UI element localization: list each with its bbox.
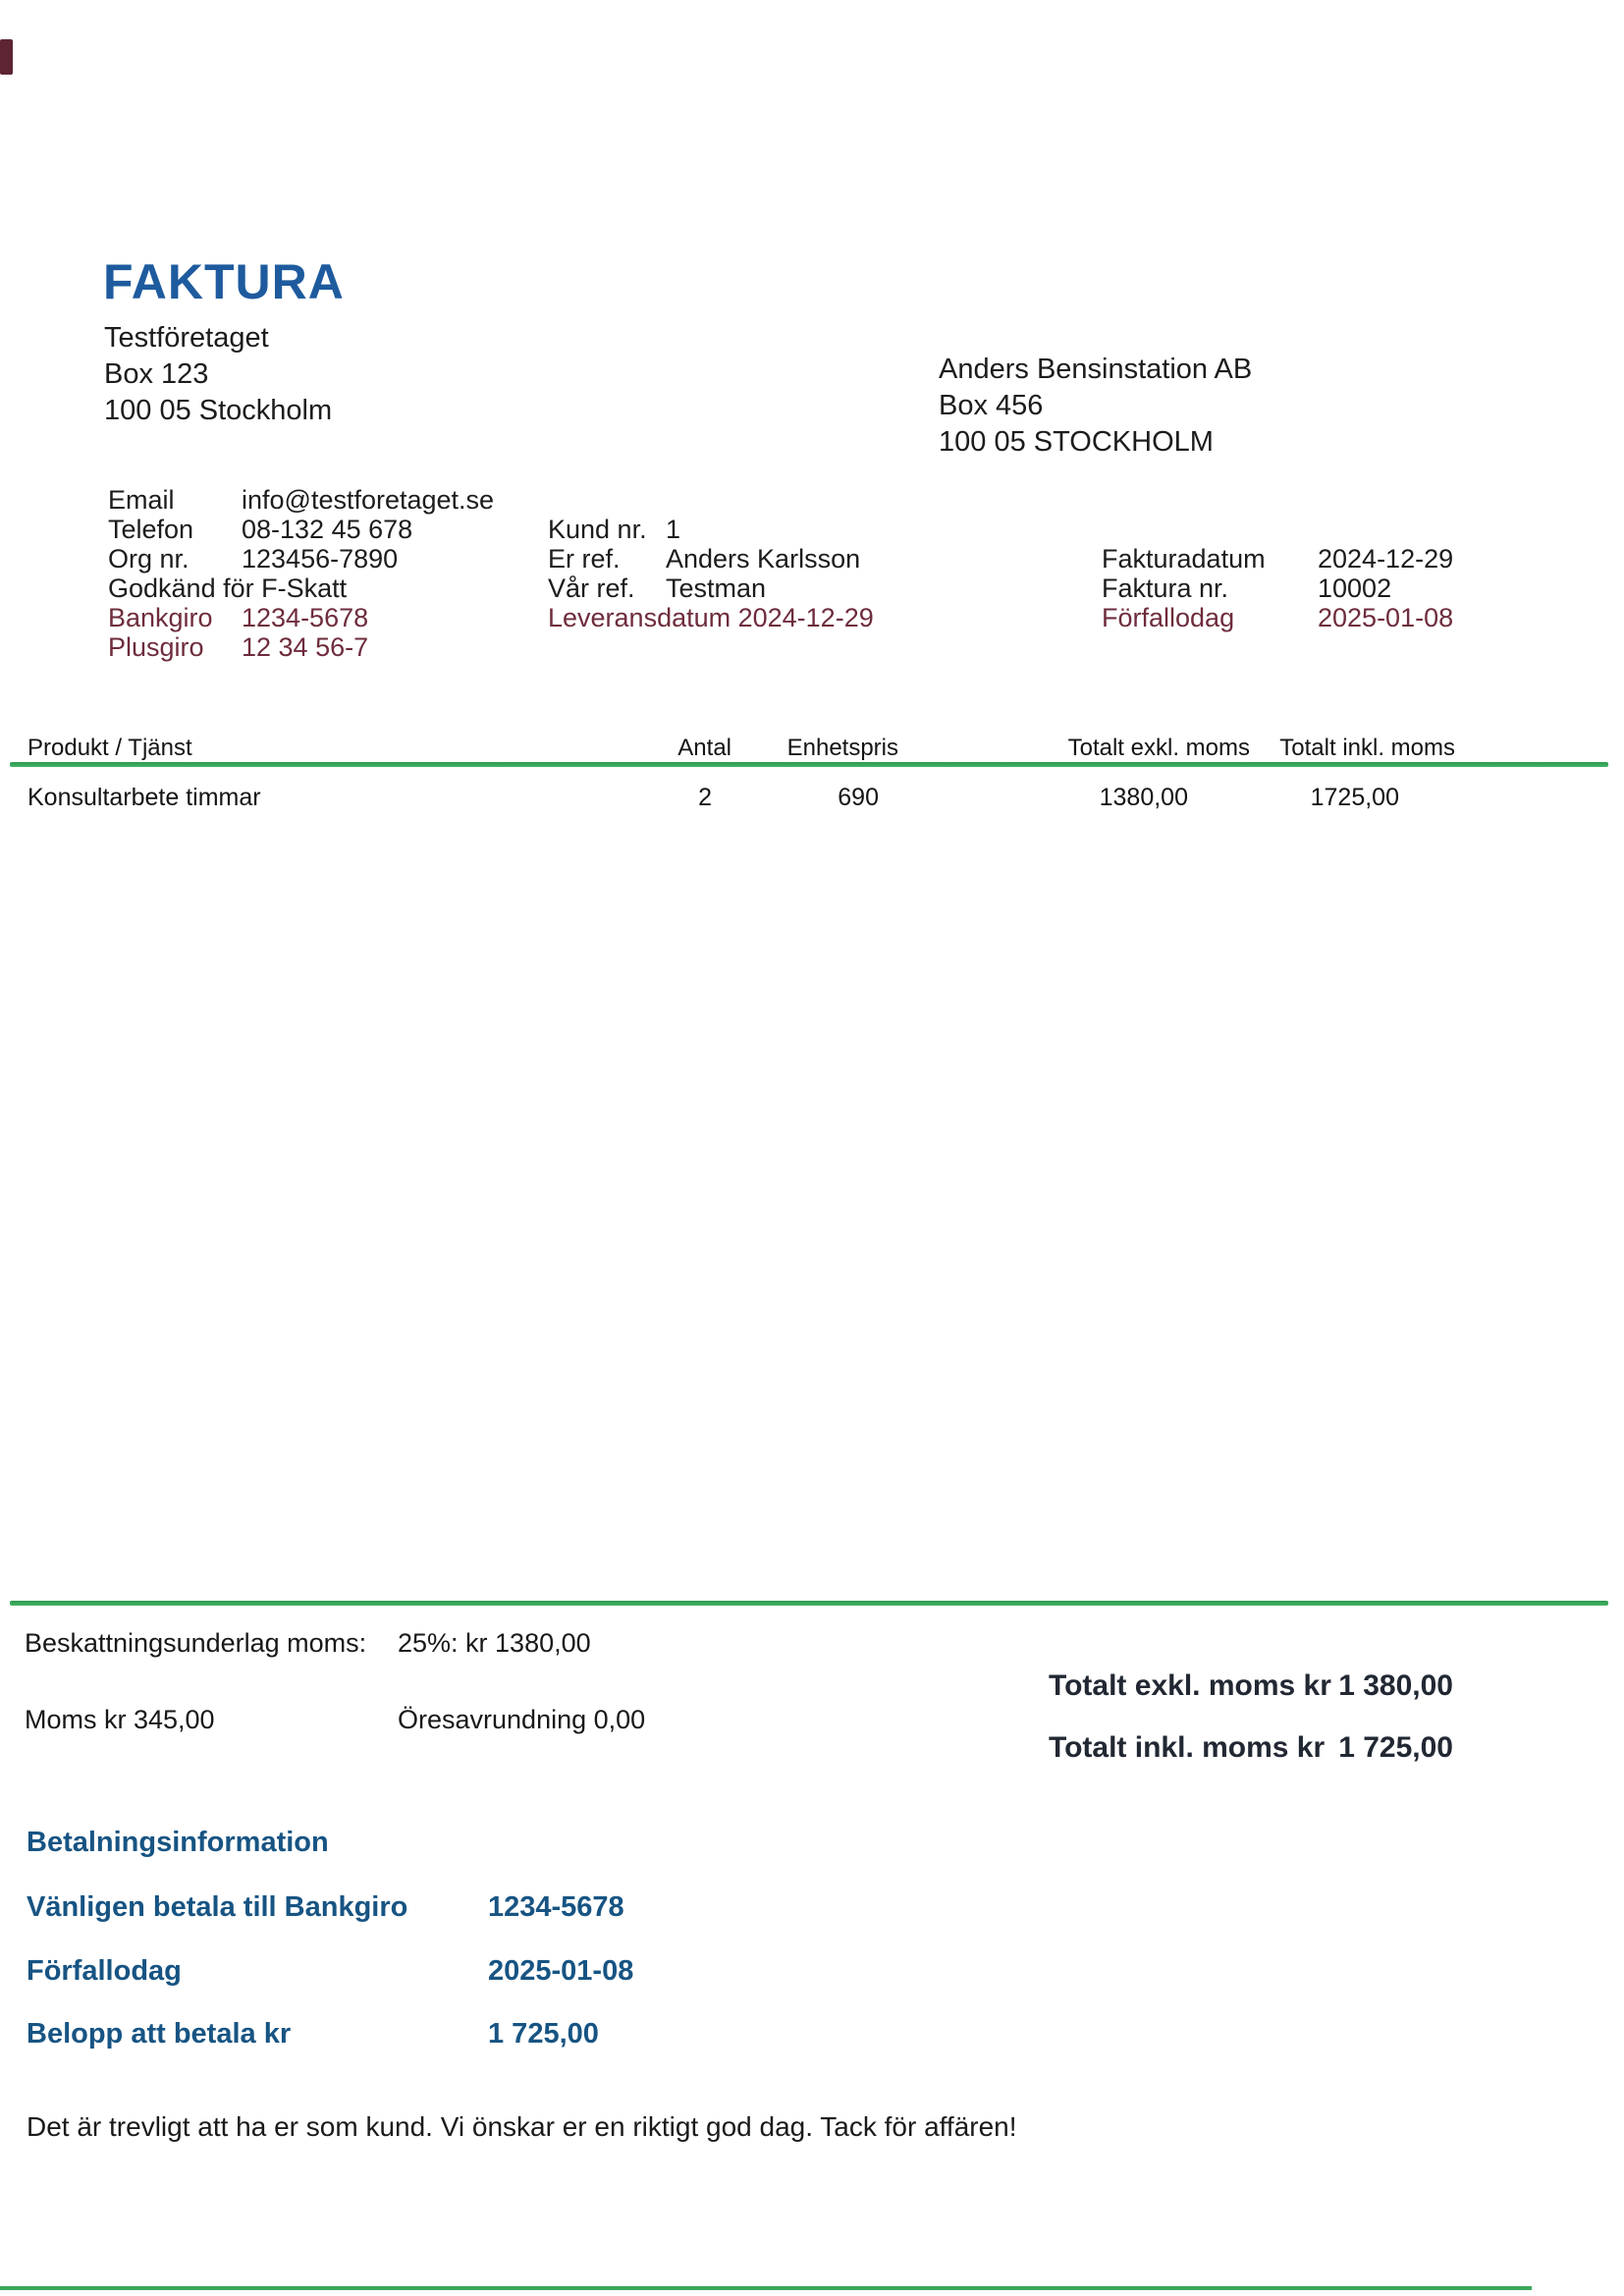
document-title: FAKTURA: [103, 254, 345, 309]
forfallodag-row: [1102, 603, 1453, 632]
pay-to-bankgiro-value: 1234-5678: [488, 1891, 624, 1923]
plusgiro-row: [108, 632, 494, 662]
amount-to-pay-value: 1 725,00: [488, 2018, 599, 2050]
scan-corner-mark: [0, 39, 13, 75]
col-header-product: Produkt / Tjänst: [27, 735, 192, 761]
orgnr-value: 123456-7890: [242, 544, 399, 574]
phone-label: Telefon: [108, 515, 194, 544]
fakturadatum-value: 2024-12-29: [1318, 544, 1454, 574]
total-incl-vat-label: Totalt inkl. moms kr: [1049, 1731, 1326, 1764]
plusgiro-label: Plusgiro: [108, 632, 204, 662]
phone-row: [108, 515, 494, 544]
kundnr-row: [548, 515, 874, 544]
row-total-incl-vat: 1725,00: [1310, 784, 1399, 811]
sender-name: Testföretaget: [104, 322, 269, 354]
tax-base-label: Beskattningsunderlag moms:: [25, 1628, 367, 1658]
bankgiro-label: Bankgiro: [108, 603, 213, 632]
customer-refs-block: [548, 515, 874, 632]
email-label: Email: [108, 485, 175, 515]
fakturanr-value: 10002: [1318, 574, 1392, 603]
forfallodag-value: 2025-01-08: [1318, 603, 1454, 632]
row-total-excl-vat: 1380,00: [1099, 784, 1188, 811]
thank-you-note: Det är trevligt att ha er som kund. Vi önskar er en riktigt god dag. Tack för affären!: [27, 2111, 1017, 2142]
bankgiro-value: 1234-5678: [242, 603, 369, 632]
amount-to-pay-label: Belopp att betala kr: [27, 2018, 292, 2050]
summary-divider: [10, 1601, 1608, 1606]
due-date-value: 2025-01-08: [488, 1955, 634, 1987]
vat-amount-text: Moms kr 345,00: [25, 1705, 215, 1734]
erref-row: [548, 544, 874, 574]
kundnr-value: 1: [666, 515, 681, 544]
total-incl-vat-value: 1 725,00: [1338, 1731, 1453, 1764]
sender-address-line2: 100 05 Stockholm: [104, 395, 333, 426]
fakturadatum-label: Fakturadatum: [1102, 544, 1266, 574]
payment-info-heading: Betalningsinformation: [27, 1827, 329, 1858]
table-header-divider: [10, 762, 1608, 767]
rounding-text: Öresavrundning 0,00: [398, 1705, 646, 1734]
fakturanr-label: Faktura nr.: [1102, 574, 1229, 603]
varref-label: Vår ref.: [548, 574, 635, 603]
fskatt-row: [108, 574, 494, 603]
email-row: [108, 485, 494, 515]
row-quantity: 2: [698, 784, 712, 811]
orgnr-label: Org nr.: [108, 544, 189, 574]
kundnr-label: Kund nr.: [548, 515, 647, 544]
total-excl-vat-label: Totalt exkl. moms kr: [1049, 1669, 1331, 1702]
sender-address-block: [104, 320, 332, 429]
bottom-page-rule: [0, 2286, 1532, 2290]
forfallodag-label: Förfallodag: [1102, 603, 1235, 632]
bankgiro-row: [108, 603, 494, 632]
invoice-meta-block: [1102, 544, 1453, 632]
leveransdatum-text: Leveransdatum 2024-12-29: [548, 603, 874, 632]
row-product: Konsultarbete timmar: [27, 784, 261, 811]
col-header-unit-price: Enhetspris: [786, 735, 898, 761]
tax-base-value: 25%: kr 1380,00: [398, 1628, 591, 1658]
recipient-name: Anders Bensinstation AB: [939, 354, 1253, 385]
plusgiro-value: 12 34 56-7: [242, 632, 369, 662]
recipient-address-block: [939, 352, 1252, 461]
sender-address-line1: Box 123: [104, 358, 209, 390]
col-header-total-excl-vat: Totalt exkl. moms: [1067, 735, 1250, 761]
row-unit-price: 690: [838, 784, 879, 811]
leveransdatum-row: [548, 603, 874, 632]
orgnr-row: [108, 544, 494, 574]
varref-row: [548, 574, 874, 603]
recipient-address-line1: Box 456: [939, 390, 1044, 421]
col-header-total-incl-vat: Totalt inkl. moms: [1279, 735, 1455, 761]
sender-contact-block: [108, 485, 494, 662]
erref-label: Er ref.: [548, 544, 621, 574]
erref-value: Anders Karlsson: [666, 544, 861, 574]
fakturanr-row: [1102, 574, 1453, 603]
fskatt-text: Godkänd för F-Skatt: [108, 574, 348, 603]
phone-value: 08-132 45 678: [242, 515, 413, 544]
col-header-quantity: Antal: [677, 735, 731, 761]
total-excl-vat-value: 1 380,00: [1338, 1669, 1453, 1702]
due-date-label: Förfallodag: [27, 1955, 182, 1987]
recipient-address-line2: 100 05 STOCKHOLM: [939, 426, 1214, 458]
varref-value: Testman: [666, 574, 767, 603]
fakturadatum-row: [1102, 544, 1453, 574]
email-value: info@testforetaget.se: [242, 485, 495, 515]
pay-to-bankgiro-label: Vänligen betala till Bankgiro: [27, 1891, 408, 1923]
